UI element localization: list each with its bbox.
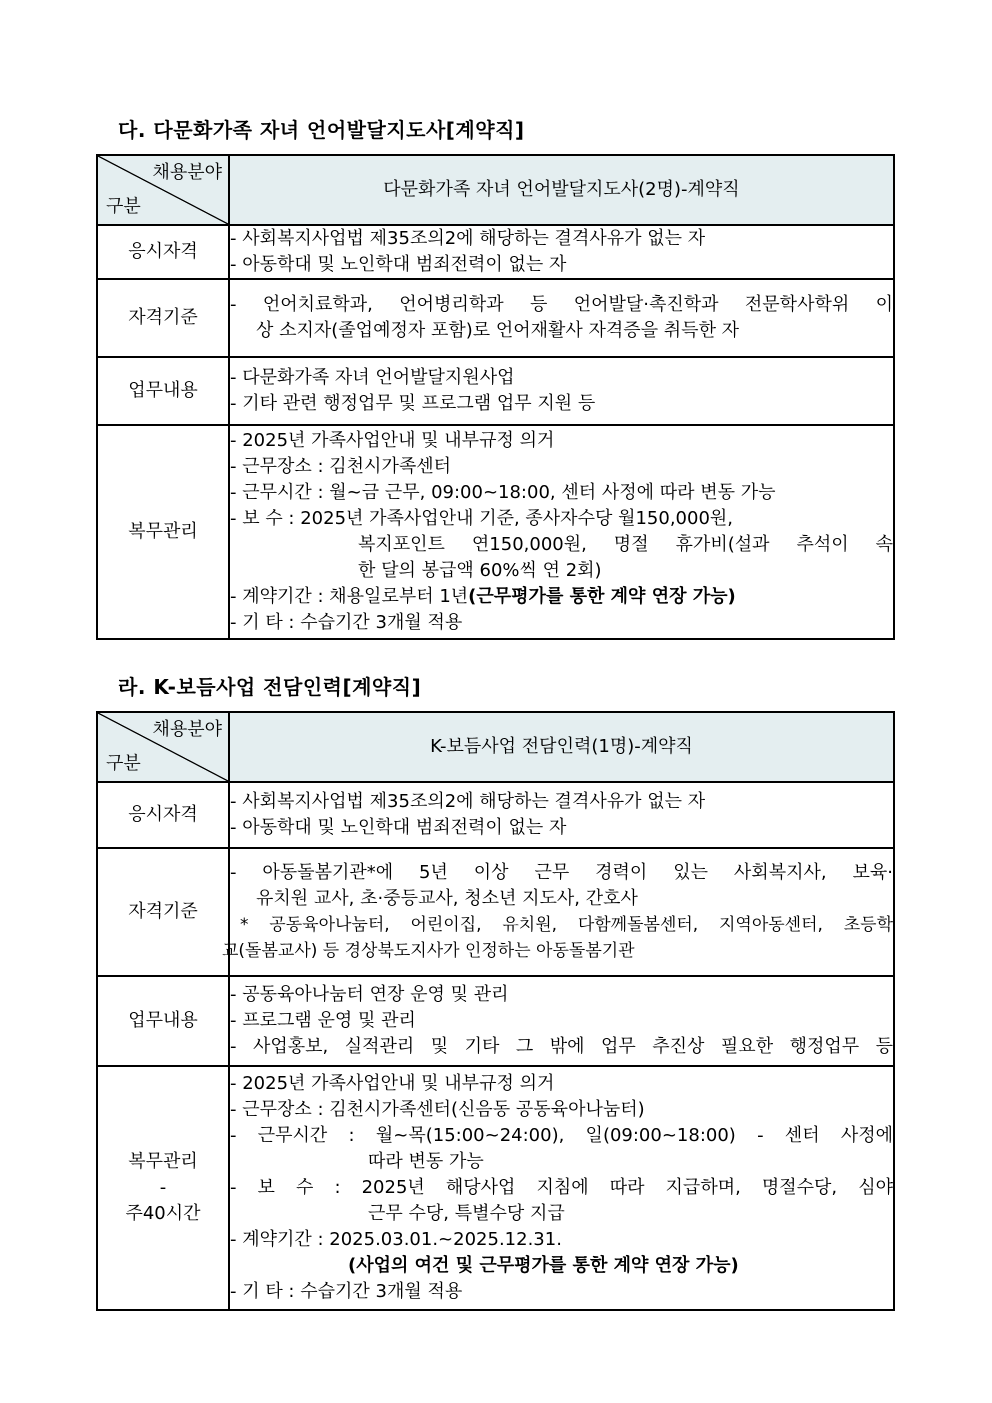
recruitment-table-k-bodeum [96,711,895,1311]
content-line: - 프로그램 운영 및 관리 [230,1010,416,1031]
content-line: - 사회복지사업법 제35조의2에 해당하는 결격사유가 없는 자 [230,228,706,249]
row-content [229,976,894,1066]
row-label: 업무내용 [97,976,229,1066]
content-line: - 근무시간 : 월~목(15:00~24:00), 일(09:00~18:00) - 센터 사정에 [230,1125,893,1146]
row-label-line: - [159,1177,167,1198]
content-line: - 보 수 : 2025년 해당사업 지침에 따라 지급하며, 명절수당, 심야 [230,1177,893,1198]
table-row [97,357,894,425]
row-content [229,425,894,639]
content-line: - 기 타 : 수습기간 3개월 적용 [230,612,463,633]
content-line: - 아동학대 및 노인학대 범죄전력이 없는 자 [230,254,567,275]
row-label: 업무내용 [97,357,229,425]
category-label: 구분 [106,753,141,774]
content-line: - 계약기간 : 2025.03.01.~2025.12.31. [230,1229,562,1250]
content-line: - 사업홍보, 실적관리 및 기타 그 밖에 업무 추진상 필요한 행정업무 등 [230,1036,893,1057]
content-line: - 아동학대 및 노인학대 범죄전력이 없는 자 [230,817,567,838]
content-line: 따라 변동 가능 [368,1151,484,1172]
row-content [229,1066,894,1310]
content-line: 근무 수당, 특별수당 지급 [368,1203,565,1224]
content-line: - 기 타 : 수습기간 3개월 적용 [230,1281,463,1302]
content-line [230,584,893,610]
content-line: 유치원 교사, 초·중등교사, 청소년 지도사, 간호사 [256,888,638,909]
content-line: - 기타 관련 행정업무 및 프로그램 업무 지원 등 [230,393,596,414]
row-label: 응시자격 [97,782,229,848]
header-diagonal-cell [97,712,229,782]
table-row [97,848,894,976]
contract-extension-note: (근무평가를 통한 계약 연장 가능) [468,586,736,607]
content-line: - 사회복지사업법 제35조의2에 해당하는 결격사유가 없는 자 [230,791,706,812]
table-row [97,1066,894,1310]
table-row [97,225,894,279]
content-line: - 보 수 : 2025년 가족사업안내 기준, 종사자수당 월150,000원, [230,508,734,529]
footnote-line: 교(돌봄교사) 등 경상북도지사가 인정하는 아동돌봄기관 [222,941,635,961]
content-line: 한 달의 봉급액 60%씩 연 2회) [358,560,602,581]
table-row [97,425,894,639]
content-line: 상 소지자(졸업예정자 포함)로 언어재활사 자격증을 취득한 자 [256,320,740,341]
content-line: - 2025년 가족사업안내 및 내부규정 의거 [230,430,555,451]
field-label: 채용분야 [152,719,222,740]
position-title: 다문화가족 자녀 언어발달지도사(2명)-계약직 [229,155,894,225]
content-line: - 근무장소 : 김천시가족센터(신음동 공동육아나눔터) [230,1099,645,1120]
row-content [222,848,894,976]
table-header-row [97,155,894,225]
footnote-line: * 공동육아나눔터, 어린이집, 유치원, 다함께돌봄센터, 지역아동센터, 초등학 [240,915,893,935]
content-line: - 2025년 가족사업안내 및 내부규정 의거 [230,1073,555,1094]
row-label-line: 주40시간 [125,1203,201,1224]
section-title-ra: 라. K-보듬사업 전담인력[계약직] [118,675,422,699]
category-label: 구분 [106,196,141,217]
row-label: 자격기준 [97,848,229,976]
recruitment-table-language-instructor [96,154,895,640]
content-line: - 언어치료학과, 언어병리학과 등 언어발달·촉진학과 전문학사학위 이 [230,294,893,315]
content-line: 복지포인트 연150,000원, 명절 휴가비(설과 추석이 속 [358,534,893,555]
row-label: 응시자격 [97,225,229,279]
content-line: - 아동돌봄기관*에 5년 이상 근무 경력이 있는 사회복지사, 보육· [230,862,893,883]
header-diagonal-cell [97,155,229,225]
field-label: 채용분야 [152,162,222,183]
content-line: - 공동육아나눔터 연장 운영 및 관리 [230,984,509,1005]
table-header-row [97,712,894,782]
content-line: - 근무장소 : 김천시가족센터 [230,456,451,477]
row-content [229,279,894,357]
position-title: K-보듬사업 전담인력(1명)-계약직 [229,712,894,782]
contract-period-text: - 계약기간 : 채용일로부터 1년 [230,586,469,607]
row-content [229,782,894,848]
row-content [229,225,894,279]
row-label: 복무관리 [97,425,229,639]
table-row [97,782,894,848]
row-label: 자격기준 [97,279,229,357]
row-label [97,1066,229,1310]
contract-extension-note: (사업의 여건 및 근무평가를 통한 계약 연장 가능) [348,1255,739,1276]
section-title-da: 다. 다문화가족 자녀 언어발달지도사[계약직] [118,118,525,142]
content-line: - 다문화가족 자녀 언어발달지원사업 [230,367,515,388]
table-row [97,279,894,357]
row-content [229,357,894,425]
row-label-line: 복무관리 [128,1151,198,1172]
table-row [97,976,894,1066]
content-line: - 근무시간 : 월~금 근무, 09:00~18:00, 센터 사정에 따라 변동 가능 [230,482,776,503]
